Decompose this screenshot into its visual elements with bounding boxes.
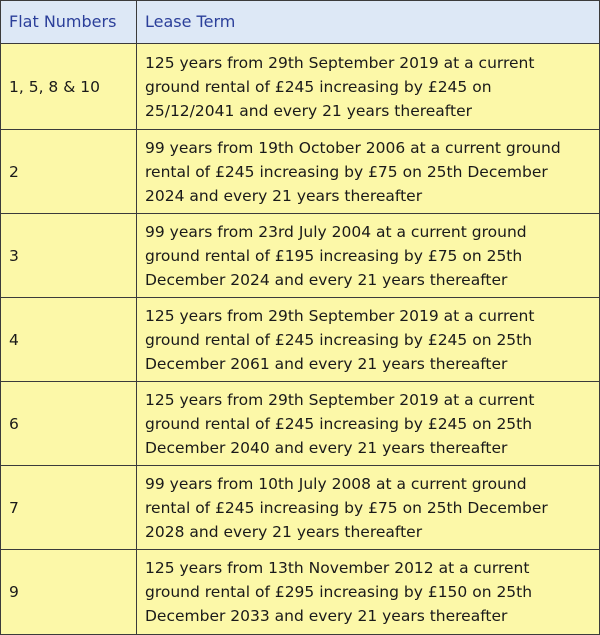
flat-number-cell: 7	[1, 466, 137, 550]
lease-term-cell	[137, 550, 600, 635]
lease-term-cell	[137, 382, 600, 466]
flat-number-cell: 1, 5, 8 & 10	[1, 44, 137, 130]
table-row	[1, 298, 600, 382]
lease-term-cell	[137, 130, 600, 214]
table-row	[1, 466, 600, 550]
flat-number-cell: 6	[1, 382, 137, 466]
header-flat-numbers: Flat Numbers	[1, 1, 137, 44]
lease-term-line: 2024 and every 21 years thereafter	[145, 186, 423, 205]
lease-term-cell	[137, 214, 600, 298]
lease-term-line: ground rental of £195 increasing by £75 on 25th	[145, 246, 523, 265]
table-row	[1, 214, 600, 298]
lease-term-line: December 2061 and every 21 years thereafter	[145, 354, 508, 373]
lease-term-line: December 2040 and every 21 years thereafter	[145, 438, 508, 457]
lease-term-line: 99 years from 23rd July 2004 at a current ground	[145, 222, 527, 241]
lease-term-line: rental of £245 increasing by £75 on 25th December	[145, 498, 548, 517]
lease-term-line: 99 years from 19th October 2006 at a current ground	[145, 138, 561, 157]
lease-term-line: rental of £245 increasing by £75 on 25th December	[145, 162, 548, 181]
lease-term-line: ground rental of £245 increasing by £245 on 25th	[145, 414, 533, 433]
lease-term-line: December 2033 and every 21 years thereafter	[145, 607, 508, 625]
lease-term-line: 125 years from 29th September 2019 at a current	[145, 53, 535, 72]
lease-term-line: 25/12/2041 and every 21 years thereafter	[145, 101, 472, 120]
table-row	[1, 550, 600, 635]
table-row	[1, 130, 600, 214]
lease-term-line: 125 years from 13th November 2012 at a current	[145, 559, 530, 577]
table-row	[1, 44, 600, 130]
header-lease-term: Lease Term	[137, 1, 600, 44]
lease-term-line: ground rental of £245 increasing by £245 on 25th	[145, 330, 533, 349]
lease-term-cell	[137, 466, 600, 550]
flat-number-cell: 9	[1, 550, 137, 635]
lease-term-line: ground rental of £295 increasing by £150 on 25th	[145, 583, 533, 601]
flat-number-cell: 4	[1, 298, 137, 382]
lease-term-cell	[137, 44, 600, 130]
flat-number-cell: 3	[1, 214, 137, 298]
flat-number-cell: 2	[1, 130, 137, 214]
table-row	[1, 382, 600, 466]
lease-term-cell	[137, 298, 600, 382]
lease-term-line: 125 years from 29th September 2019 at a current	[145, 306, 535, 325]
header-row	[1, 1, 600, 44]
lease-term-line: December 2024 and every 21 years thereafter	[145, 270, 508, 289]
lease-term-line: 125 years from 29th September 2019 at a current	[145, 390, 535, 409]
lease-term-line: 2028 and every 21 years thereafter	[145, 522, 423, 541]
lease-term-line: 99 years from 10th July 2008 at a current ground	[145, 474, 527, 493]
lease-term-line: ground rental of £245 increasing by £245 on	[145, 77, 492, 96]
